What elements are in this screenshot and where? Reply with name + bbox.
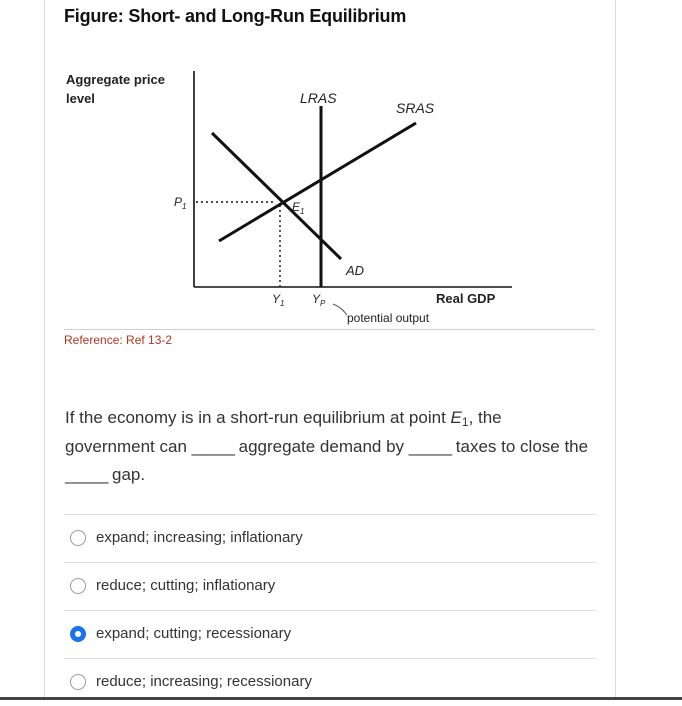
e1-label: $E_1$ xyxy=(292,200,305,216)
radio-button[interactable] xyxy=(70,674,86,690)
radio-button[interactable] xyxy=(70,530,86,546)
figure-title: Figure: Short- and Long-Run Equilibrium xyxy=(64,6,407,26)
option-label: reduce; increasing; recessionary xyxy=(96,673,312,690)
annotation-leader xyxy=(333,304,347,315)
x-axis-label: Real GDP xyxy=(436,291,496,306)
y-axis-label-line1: Aggregate price xyxy=(66,72,165,87)
sras-line xyxy=(219,123,416,241)
sras-label: SRAS xyxy=(396,100,435,116)
answer-options xyxy=(64,514,595,706)
lras-label: LRAS xyxy=(300,90,337,106)
radio-button[interactable] xyxy=(70,626,86,642)
answer-option-3[interactable] xyxy=(64,610,595,658)
y1-label: $Y_1$ xyxy=(272,292,285,308)
option-label: expand; increasing; inflationary xyxy=(96,529,303,546)
answer-option-2[interactable] xyxy=(64,562,595,610)
yp-label: $Y_P$ xyxy=(312,292,326,308)
potential-output-annotation: potential output xyxy=(347,311,430,325)
question-text: If the economy is in a short-run equilibrium at point E1, the government can _____ aggregate demand by _____ taxes to close the _____ gap. xyxy=(65,408,589,484)
p1-label: $P_1$ xyxy=(174,195,187,211)
reference-divider xyxy=(64,329,595,330)
answer-option-1[interactable] xyxy=(64,514,595,562)
option-label: expand; cutting; recessionary xyxy=(96,625,292,642)
reference-text: Reference: Ref 13-2 xyxy=(64,333,173,347)
y-axis-label-line2: level xyxy=(66,91,95,106)
ad-label: AD xyxy=(346,263,365,278)
radio-button[interactable] xyxy=(70,578,86,594)
option-label: reduce; cutting; inflationary xyxy=(96,577,276,594)
